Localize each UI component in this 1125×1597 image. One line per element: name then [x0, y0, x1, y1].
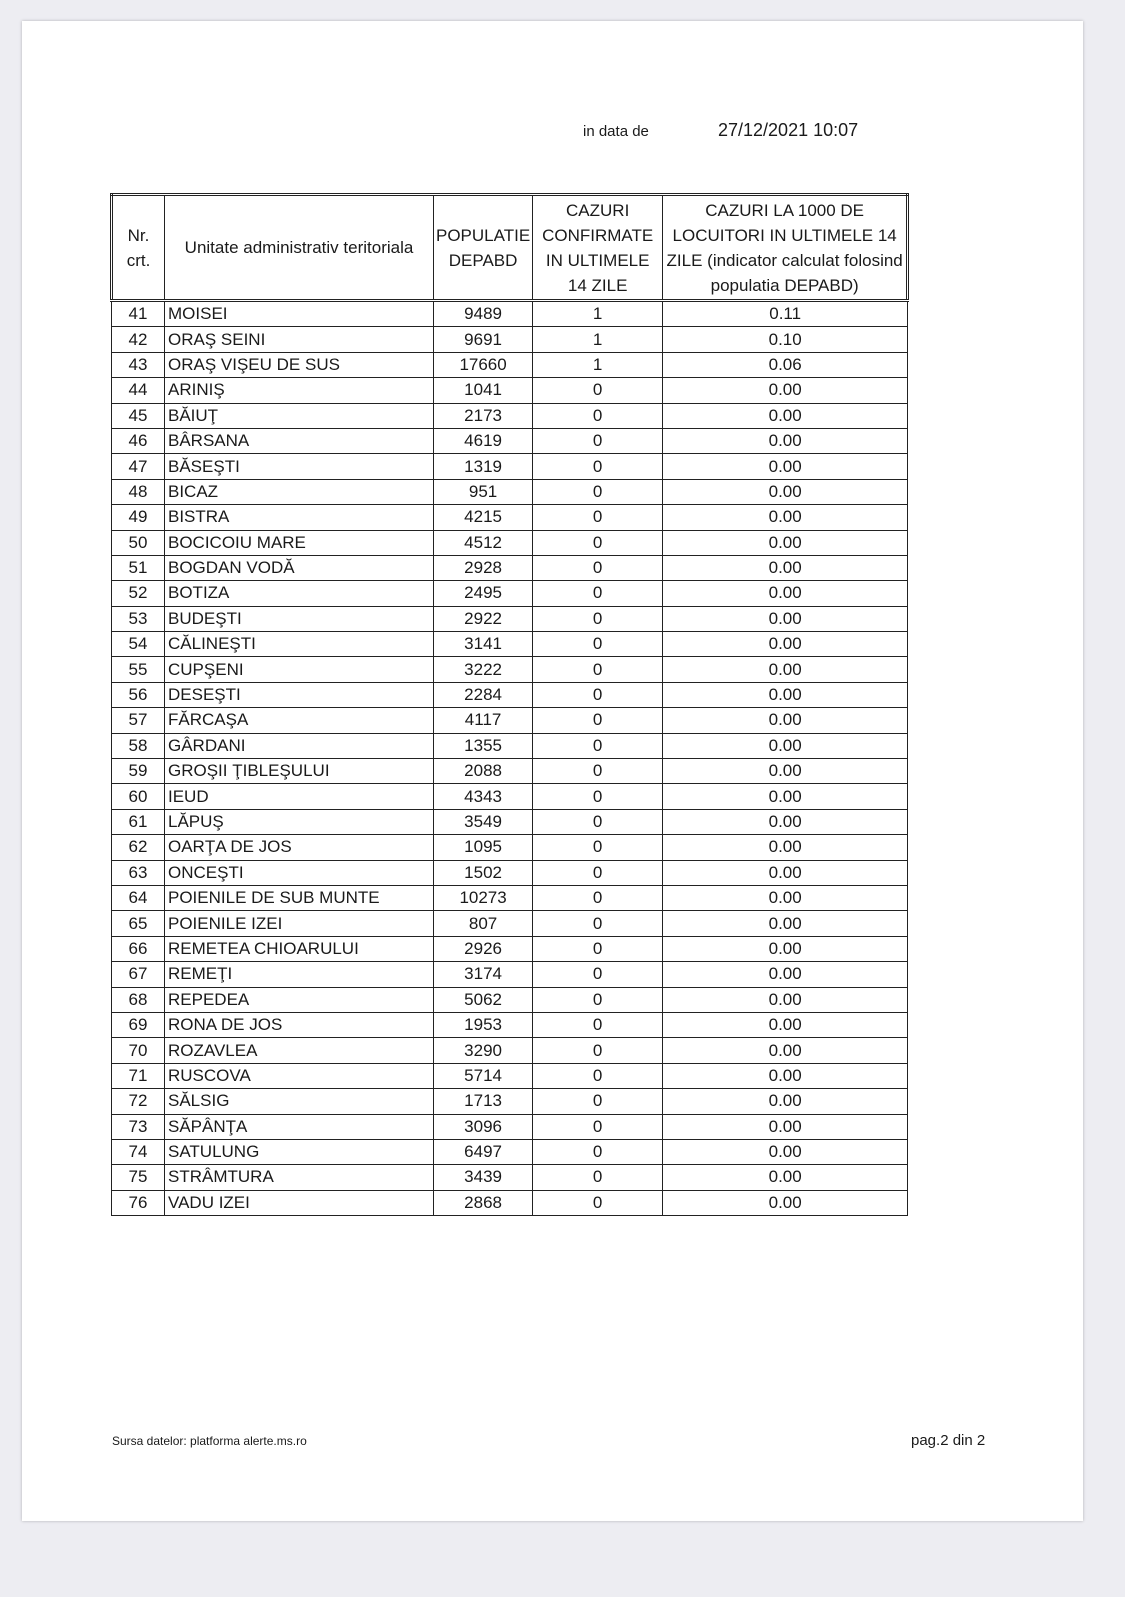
rate-per-1000-cell: 0.00 [663, 809, 908, 834]
population-cell: 1502 [434, 860, 533, 885]
population-cell: 4215 [434, 505, 533, 530]
unit-name-cell: STRÂMTURA [165, 1165, 434, 1190]
row-number-cell: 74 [112, 1139, 165, 1164]
rate-per-1000-cell: 0.00 [663, 1114, 908, 1139]
confirmed-cases-cell: 0 [533, 530, 663, 555]
table-row [112, 632, 908, 657]
population-cell: 3141 [434, 632, 533, 657]
row-number-cell: 49 [112, 505, 165, 530]
table-row [112, 885, 908, 910]
table-row [112, 987, 908, 1012]
table-header [112, 195, 908, 301]
row-number-cell: 55 [112, 657, 165, 682]
confirmed-cases-cell: 0 [533, 1114, 663, 1139]
confirmed-cases-cell: 0 [533, 657, 663, 682]
row-number-cell: 59 [112, 759, 165, 784]
rate-per-1000-cell: 0.00 [663, 378, 908, 403]
row-number-cell: 60 [112, 784, 165, 809]
unit-name-cell: REMETEA CHIOARULUI [165, 936, 434, 961]
column-header-cases: CAZURI CONFIRMATE IN ULTIMELE 14 ZILE [533, 195, 663, 301]
rate-per-1000-cell: 0.00 [663, 1190, 908, 1215]
unit-name-cell: ORAŞ VIŞEU DE SUS [165, 352, 434, 377]
population-cell: 4512 [434, 530, 533, 555]
confirmed-cases-cell: 0 [533, 759, 663, 784]
row-number-cell: 41 [112, 301, 165, 327]
unit-name-cell: BOGDAN VODĂ [165, 555, 434, 580]
unit-name-cell: POIENILE IZEI [165, 911, 434, 936]
confirmed-cases-cell: 0 [533, 733, 663, 758]
row-number-cell: 56 [112, 682, 165, 707]
population-cell: 3222 [434, 657, 533, 682]
rate-per-1000-cell: 0.00 [663, 962, 908, 987]
unit-name-cell: BOTIZA [165, 581, 434, 606]
population-cell: 2088 [434, 759, 533, 784]
confirmed-cases-cell: 0 [533, 784, 663, 809]
unit-name-cell: POIENILE DE SUB MUNTE [165, 885, 434, 910]
unit-name-cell: SĂLSIG [165, 1089, 434, 1114]
row-number-cell: 64 [112, 885, 165, 910]
row-number-cell: 44 [112, 378, 165, 403]
population-cell: 3290 [434, 1038, 533, 1063]
confirmed-cases-cell: 0 [533, 860, 663, 885]
row-number-cell: 73 [112, 1114, 165, 1139]
rate-per-1000-cell: 0.00 [663, 1038, 908, 1063]
unit-name-cell: CUPŞENI [165, 657, 434, 682]
confirmed-cases-cell: 0 [533, 835, 663, 860]
row-number-cell: 46 [112, 428, 165, 453]
unit-name-cell: SĂPÂNŢA [165, 1114, 434, 1139]
rate-per-1000-cell: 0.00 [663, 987, 908, 1012]
unit-name-cell: DESEŞTI [165, 682, 434, 707]
row-number-cell: 68 [112, 987, 165, 1012]
population-cell: 4619 [434, 428, 533, 453]
table-row [112, 479, 908, 504]
rate-per-1000-cell: 0.00 [663, 860, 908, 885]
population-cell: 1319 [434, 454, 533, 479]
table-row [112, 1190, 908, 1215]
table-row [112, 1038, 908, 1063]
confirmed-cases-cell: 0 [533, 962, 663, 987]
population-cell: 2284 [434, 682, 533, 707]
unit-name-cell: CĂLINEŞTI [165, 632, 434, 657]
population-cell: 2173 [434, 403, 533, 428]
table-row [112, 835, 908, 860]
row-number-cell: 72 [112, 1089, 165, 1114]
confirmed-cases-cell: 0 [533, 505, 663, 530]
population-cell: 17660 [434, 352, 533, 377]
unit-name-cell: ORAŞ SEINI [165, 327, 434, 352]
population-cell: 4343 [434, 784, 533, 809]
population-cell: 1041 [434, 378, 533, 403]
population-cell: 9691 [434, 327, 533, 352]
population-cell: 1095 [434, 835, 533, 860]
unit-name-cell: BOCICOIU MARE [165, 530, 434, 555]
table-row [112, 555, 908, 580]
rate-per-1000-cell: 0.00 [663, 657, 908, 682]
row-number-cell: 75 [112, 1165, 165, 1190]
column-header-nr: Nr. crt. [112, 195, 165, 301]
confirmed-cases-cell: 0 [533, 555, 663, 580]
unit-name-cell: BUDEŞTI [165, 606, 434, 631]
unit-name-cell: BICAZ [165, 479, 434, 504]
population-cell: 10273 [434, 885, 533, 910]
rate-per-1000-cell: 0.11 [663, 301, 908, 327]
unit-name-cell: IEUD [165, 784, 434, 809]
population-cell: 1953 [434, 1012, 533, 1037]
rate-per-1000-cell: 0.00 [663, 479, 908, 504]
table-row [112, 911, 908, 936]
unit-name-cell: GÂRDANI [165, 733, 434, 758]
rate-per-1000-cell: 0.10 [663, 327, 908, 352]
confirmed-cases-cell: 1 [533, 352, 663, 377]
date-value: 27/12/2021 10:07 [718, 120, 859, 140]
cases-table [110, 193, 909, 1216]
table-row [112, 1139, 908, 1164]
row-number-cell: 70 [112, 1038, 165, 1063]
population-cell: 3096 [434, 1114, 533, 1139]
rate-per-1000-cell: 0.00 [663, 759, 908, 784]
population-cell: 2922 [434, 606, 533, 631]
table-row [112, 657, 908, 682]
rate-per-1000-cell: 0.00 [663, 936, 908, 961]
confirmed-cases-cell: 0 [533, 1063, 663, 1088]
rate-per-1000-cell: 0.00 [663, 428, 908, 453]
confirmed-cases-cell: 0 [533, 682, 663, 707]
rate-per-1000-cell: 0.00 [663, 403, 908, 428]
unit-name-cell: RONA DE JOS [165, 1012, 434, 1037]
rate-per-1000-cell: 0.00 [663, 1139, 908, 1164]
rate-per-1000-cell: 0.00 [663, 530, 908, 555]
page-number: pag.2 din 2 [911, 1432, 986, 1449]
row-number-cell: 48 [112, 479, 165, 504]
table-row [112, 530, 908, 555]
column-header-rate: CAZURI LA 1000 DE LOCUITORI IN ULTIMELE 14 ZILE (indicator calculat folosind populatia DEPABD) [663, 195, 908, 301]
table-row [112, 327, 908, 352]
unit-name-cell: BISTRA [165, 505, 434, 530]
table-row [112, 1114, 908, 1139]
unit-name-cell: GROŞII ŢIBLEŞULUI [165, 759, 434, 784]
confirmed-cases-cell: 0 [533, 454, 663, 479]
table-row [112, 682, 908, 707]
rate-per-1000-cell: 0.00 [663, 454, 908, 479]
confirmed-cases-cell: 0 [533, 479, 663, 504]
unit-name-cell: OARŢA DE JOS [165, 835, 434, 860]
confirmed-cases-cell: 0 [533, 378, 663, 403]
row-number-cell: 63 [112, 860, 165, 885]
population-cell: 9489 [434, 301, 533, 327]
population-cell: 5714 [434, 1063, 533, 1088]
table-row [112, 962, 908, 987]
population-cell: 4117 [434, 708, 533, 733]
unit-name-cell: RUSCOVA [165, 1063, 434, 1088]
table-row [112, 759, 908, 784]
rate-per-1000-cell: 0.00 [663, 885, 908, 910]
confirmed-cases-cell: 0 [533, 708, 663, 733]
table-row [112, 1165, 908, 1190]
table-row [112, 784, 908, 809]
confirmed-cases-cell: 0 [533, 987, 663, 1012]
table-row [112, 860, 908, 885]
unit-name-cell: REPEDEA [165, 987, 434, 1012]
row-number-cell: 65 [112, 911, 165, 936]
row-number-cell: 53 [112, 606, 165, 631]
table-row [112, 1063, 908, 1088]
row-number-cell: 66 [112, 936, 165, 961]
population-cell: 3174 [434, 962, 533, 987]
row-number-cell: 69 [112, 1012, 165, 1037]
row-number-cell: 61 [112, 809, 165, 834]
table-row [112, 809, 908, 834]
rate-per-1000-cell: 0.00 [663, 911, 908, 936]
confirmed-cases-cell: 0 [533, 632, 663, 657]
unit-name-cell: REMEŢI [165, 962, 434, 987]
row-number-cell: 58 [112, 733, 165, 758]
table-row [112, 378, 908, 403]
rate-per-1000-cell: 0.00 [663, 733, 908, 758]
confirmed-cases-cell: 0 [533, 1038, 663, 1063]
rate-per-1000-cell: 0.06 [663, 352, 908, 377]
unit-name-cell: BĂSEŞTI [165, 454, 434, 479]
confirmed-cases-cell: 0 [533, 606, 663, 631]
unit-name-cell: BÂRSANA [165, 428, 434, 453]
table-row [112, 606, 908, 631]
population-cell: 2495 [434, 581, 533, 606]
rate-per-1000-cell: 0.00 [663, 835, 908, 860]
rate-per-1000-cell: 0.00 [663, 1089, 908, 1114]
rate-per-1000-cell: 0.00 [663, 1165, 908, 1190]
date-label: in data de [583, 123, 649, 140]
rate-per-1000-cell: 0.00 [663, 606, 908, 631]
unit-name-cell: ROZAVLEA [165, 1038, 434, 1063]
confirmed-cases-cell: 0 [533, 581, 663, 606]
population-cell: 6497 [434, 1139, 533, 1164]
confirmed-cases-cell: 0 [533, 1089, 663, 1114]
rate-per-1000-cell: 0.00 [663, 632, 908, 657]
table-row [112, 936, 908, 961]
row-number-cell: 47 [112, 454, 165, 479]
table-row [112, 352, 908, 377]
confirmed-cases-cell: 0 [533, 1139, 663, 1164]
confirmed-cases-cell: 1 [533, 327, 663, 352]
confirmed-cases-cell: 0 [533, 428, 663, 453]
population-cell: 3439 [434, 1165, 533, 1190]
population-cell: 2926 [434, 936, 533, 961]
confirmed-cases-cell: 0 [533, 936, 663, 961]
unit-name-cell: MOISEI [165, 301, 434, 327]
confirmed-cases-cell: 0 [533, 885, 663, 910]
row-number-cell: 50 [112, 530, 165, 555]
row-number-cell: 45 [112, 403, 165, 428]
rate-per-1000-cell: 0.00 [663, 505, 908, 530]
confirmed-cases-cell: 0 [533, 1190, 663, 1215]
population-cell: 807 [434, 911, 533, 936]
rate-per-1000-cell: 0.00 [663, 1012, 908, 1037]
unit-name-cell: SATULUNG [165, 1139, 434, 1164]
table-row [112, 708, 908, 733]
population-cell: 2928 [434, 555, 533, 580]
row-number-cell: 57 [112, 708, 165, 733]
table-row [112, 505, 908, 530]
row-number-cell: 62 [112, 835, 165, 860]
column-header-unit: Unitate administrativ teritoriala [165, 195, 434, 301]
rate-per-1000-cell: 0.00 [663, 1063, 908, 1088]
table-row [112, 454, 908, 479]
unit-name-cell: VADU IZEI [165, 1190, 434, 1215]
table-row [112, 1089, 908, 1114]
row-number-cell: 42 [112, 327, 165, 352]
row-number-cell: 54 [112, 632, 165, 657]
rate-per-1000-cell: 0.00 [663, 555, 908, 580]
rate-per-1000-cell: 0.00 [663, 581, 908, 606]
rate-per-1000-cell: 0.00 [663, 784, 908, 809]
unit-name-cell: ARINIŞ [165, 378, 434, 403]
confirmed-cases-cell: 0 [533, 1012, 663, 1037]
rate-per-1000-cell: 0.00 [663, 682, 908, 707]
population-cell: 3549 [434, 809, 533, 834]
population-cell: 1355 [434, 733, 533, 758]
confirmed-cases-cell: 0 [533, 403, 663, 428]
row-number-cell: 67 [112, 962, 165, 987]
confirmed-cases-cell: 0 [533, 809, 663, 834]
row-number-cell: 52 [112, 581, 165, 606]
unit-name-cell: ONCEŞTI [165, 860, 434, 885]
confirmed-cases-cell: 0 [533, 1165, 663, 1190]
unit-name-cell: LĂPUŞ [165, 809, 434, 834]
data-source: Sursa datelor: platforma alerte.ms.ro [112, 1434, 307, 1448]
rate-per-1000-cell: 0.00 [663, 708, 908, 733]
population-cell: 5062 [434, 987, 533, 1012]
table-body [112, 301, 908, 1216]
row-number-cell: 51 [112, 555, 165, 580]
confirmed-cases-cell: 1 [533, 301, 663, 327]
table-row [112, 581, 908, 606]
row-number-cell: 71 [112, 1063, 165, 1088]
table-row [112, 403, 908, 428]
table-row [112, 1012, 908, 1037]
population-cell: 2868 [434, 1190, 533, 1215]
row-number-cell: 43 [112, 352, 165, 377]
population-cell: 951 [434, 479, 533, 504]
population-cell: 1713 [434, 1089, 533, 1114]
table-row [112, 428, 908, 453]
table-row [112, 733, 908, 758]
table-row [112, 301, 908, 327]
column-header-population: POPULATIE DEPABD [434, 195, 533, 301]
unit-name-cell: BĂIUŢ [165, 403, 434, 428]
row-number-cell: 76 [112, 1190, 165, 1215]
unit-name-cell: FĂRCAŞA [165, 708, 434, 733]
confirmed-cases-cell: 0 [533, 911, 663, 936]
